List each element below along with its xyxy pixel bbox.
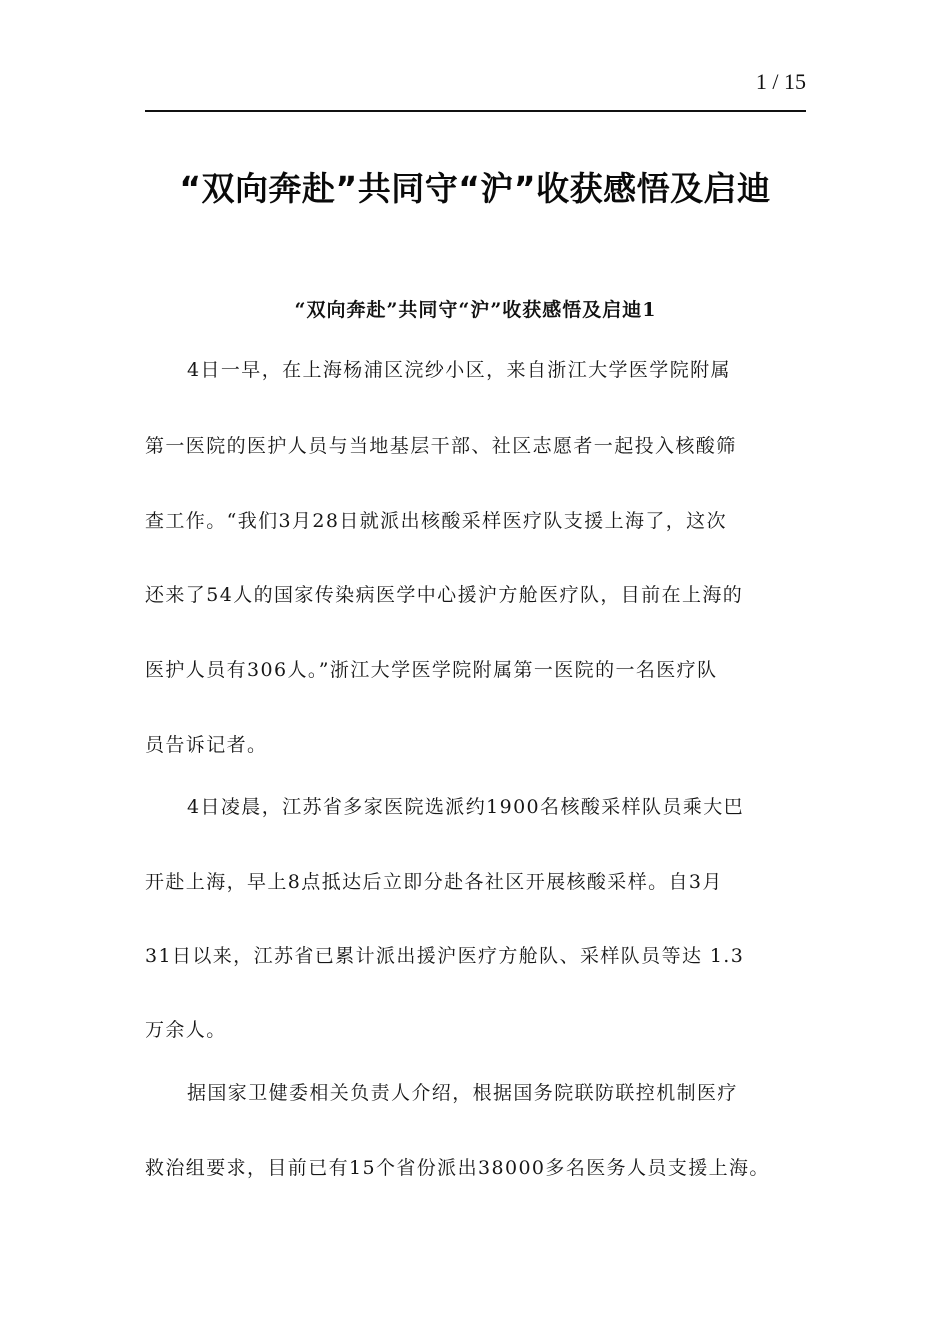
paragraph-line: 31日以来，江苏省已累计派出援沪医疗方舱队、采样队员等达 1.3 (145, 945, 745, 967)
section-heading: “双向奔赴”共同守“沪”收获感悟及启迪1 (294, 299, 657, 321)
paragraph-line: 医护人员有306人。”浙江大学医学院附属第一医院的一名医疗队 (145, 659, 718, 681)
paragraph-line: 还来了54人的国家传染病医学中心援沪方舱医疗队，目前在上海的 (145, 584, 744, 606)
paragraph-line: 4日凌晨，江苏省多家医院选派约1900名核酸采样队员乘大巴 (187, 796, 745, 818)
paragraph-line: 开赴上海，早上8点抵达后立即分赴各社区开展核酸采样。自3月 (145, 871, 723, 893)
paragraph-line: 救治组要求，目前已有15个省份派出38000多名医务人员支援上海。 (145, 1157, 770, 1179)
paragraph-line: 查工作。“我们3月28日就派出核酸采样医疗队支援上海了，这次 (145, 510, 727, 532)
paragraph-line: 据国家卫健委相关负责人介绍，根据国务院联防联控机制医疗 (187, 1082, 738, 1104)
page-number: 1 / 15 (755, 69, 806, 94)
document-title: “双向奔赴”共同守“沪”收获感悟及启迪 (179, 169, 771, 208)
header-rule (145, 110, 806, 112)
paragraph-line: 万余人。 (145, 1019, 227, 1041)
paragraph-line: 员告诉记者。 (145, 734, 268, 756)
paragraph-line: 4日一早，在上海杨浦区浣纱小区，来自浙江大学医学院附属 (187, 359, 731, 381)
paragraph-line: 第一医院的医护人员与当地基层干部、社区志愿者一起投入核酸筛 (145, 435, 737, 457)
